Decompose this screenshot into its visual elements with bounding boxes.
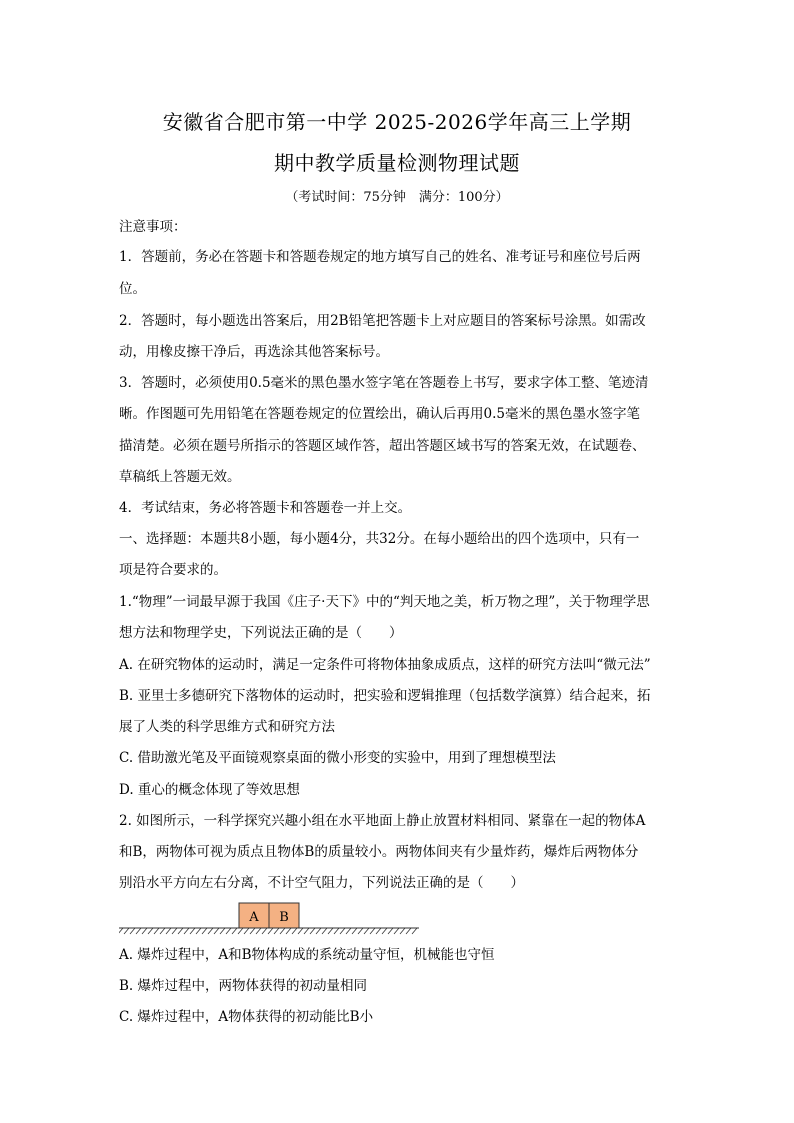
q2-option-b: B. 爆炸过程中，两物体获得的初动量相同 [119,978,368,994]
hatch-mark [364,928,369,934]
hatch-mark [280,928,285,934]
hatch-mark [352,928,357,934]
hatch-mark [154,928,159,934]
hatch-mark [130,928,135,934]
q2-stem: 和B，两物体可视为质点且物体B的质量较小。两物体间夹有少量炸药，爆炸后两物体分 [119,844,639,860]
hatch-mark [340,928,345,934]
section-heading-cont: 项是符合要求的。 [119,562,227,578]
q2-stem: 别沿水平方向左右分离，不计空气阻力，下列说法正确的是（ ） [119,875,524,891]
hatch-mark [178,928,183,934]
hatch-mark [232,928,237,934]
hatch-mark [160,928,165,934]
hatch-mark [148,928,153,934]
hatch-mark [172,928,177,934]
hatch-mark [370,928,375,934]
hatch-mark [346,928,351,934]
hatch-mark [196,928,201,934]
hatch-mark [268,928,273,934]
notice-line: 2．答题时，每小题选出答案后，用2B铅笔把答题卡上对应题目的答案标号涂黑。如需改 [119,313,646,329]
hatch-mark [376,928,381,934]
hatch-mark [214,928,219,934]
hatch-mark [166,928,171,934]
hatch-mark [412,928,417,934]
notice-line: 4．考试结束，务必将答题卡和答题卷一并上交。 [119,500,412,516]
block-b-label: B [279,910,289,925]
hatch-mark [220,928,225,934]
hatch-mark [142,928,147,934]
notice-heading: 注意事项： [119,219,187,235]
hatch-mark [394,928,399,934]
hatch-mark [274,928,279,934]
q1-option-b: B. 亚里士多德研究下落物体的运动时，把实验和逻辑推理（包括数学演算）结合起来，拓 [119,688,651,704]
notice-line: 3．答题时，必须使用0.5毫米的黑色墨水签字笔在答题卷上书写，要求字体工整、笔迹清 [119,375,649,391]
notice-line: 草稿纸上答题无效。 [119,469,241,485]
q2-option-c: C. 爆炸过程中，A物体获得的初动能比B小 [119,1009,374,1025]
q1-stem: 1.“物理”一词最早源于我国《庄子·天下》中的“判天地之美，析万物之理”，关于物理学思 [119,594,650,610]
q1-option-a: A. 在研究物体的运动时，满足一定条件可将物体抽象成质点，这样的研究方法叫“微元法” [119,657,651,673]
hatch-mark [202,928,207,934]
hatch-mark [322,928,327,934]
hatch-mark [310,928,315,934]
q1-option-d: D. 重心的概念体现了等效思想 [119,782,300,798]
notice-line: 描清楚。必须在题号所指示的答题区域作答，超出答题区域书写的答案无效，在试题卷、 [119,438,646,454]
ground-hatching [119,928,417,934]
hatch-mark [238,928,243,934]
q2-figure [119,900,429,940]
hatch-mark [292,928,297,934]
hatch-mark [328,928,333,934]
hatch-mark [190,928,195,934]
hatch-mark [316,928,321,934]
hatch-mark [400,928,405,934]
block-a-label: A [249,910,259,925]
notice-line: 动，用橡皮擦干净后，再选涂其他答案标号。 [119,344,389,360]
hatch-mark [304,928,309,934]
hatch-mark [286,928,291,934]
exam-title-line2: 期中教学质量检测物理试题 [274,151,520,175]
hatch-mark [334,928,339,934]
q2-stem: 2. 如图所示，一科学探究兴趣小组在水平地面上静止放置材料相同、紧靠在一起的物体A [119,813,646,829]
hatch-mark [124,928,129,934]
hatch-mark [244,928,249,934]
hatch-mark [136,928,141,934]
exam-info: （考试时间：75分钟 满分：100分） [285,190,509,205]
notice-line: 位。 [119,281,146,297]
q1-stem: 想方法和物理学史，下列说法正确的是（ ） [119,625,403,641]
hatch-mark [298,928,303,934]
exam-title-line1: 安徽省合肥市第一中学 2025-2026学年高三上学期 [162,110,632,134]
hatch-mark [382,928,387,934]
notice-line: 1．答题前，务必在答题卡和答题卷规定的地方填写自己的姓名、准考证号和座位号后两 [119,249,641,265]
hatch-mark [358,928,363,934]
hatch-mark [119,928,123,934]
q2-option-a: A. 爆炸过程中，A和B物体构成的系统动量守恒，机械能也守恒 [119,947,495,963]
hatch-mark [184,928,189,934]
hatch-mark [250,928,255,934]
q1-option-c: C. 借助激光笔及平面镜观察桌面的微小形变的实验中，用到了理想模型法 [119,750,556,766]
hatch-mark [226,928,231,934]
hatch-mark [262,928,267,934]
notice-line: 晰。作图题可先用铅笔在答题卷规定的位置绘出，确认后再用0.5毫米的黑色墨水签字笔 [119,406,640,422]
hatch-mark [406,928,411,934]
section-heading: 一、选择题：本题共8小题，每小题4分，共32分。在每小题给出的四个选项中，只有一 [119,531,640,547]
hatch-mark [256,928,261,934]
q1-option-b-cont: 展了人类的科学思维方式和研究方法 [119,719,335,735]
hatch-mark [208,928,213,934]
hatch-mark [388,928,393,934]
